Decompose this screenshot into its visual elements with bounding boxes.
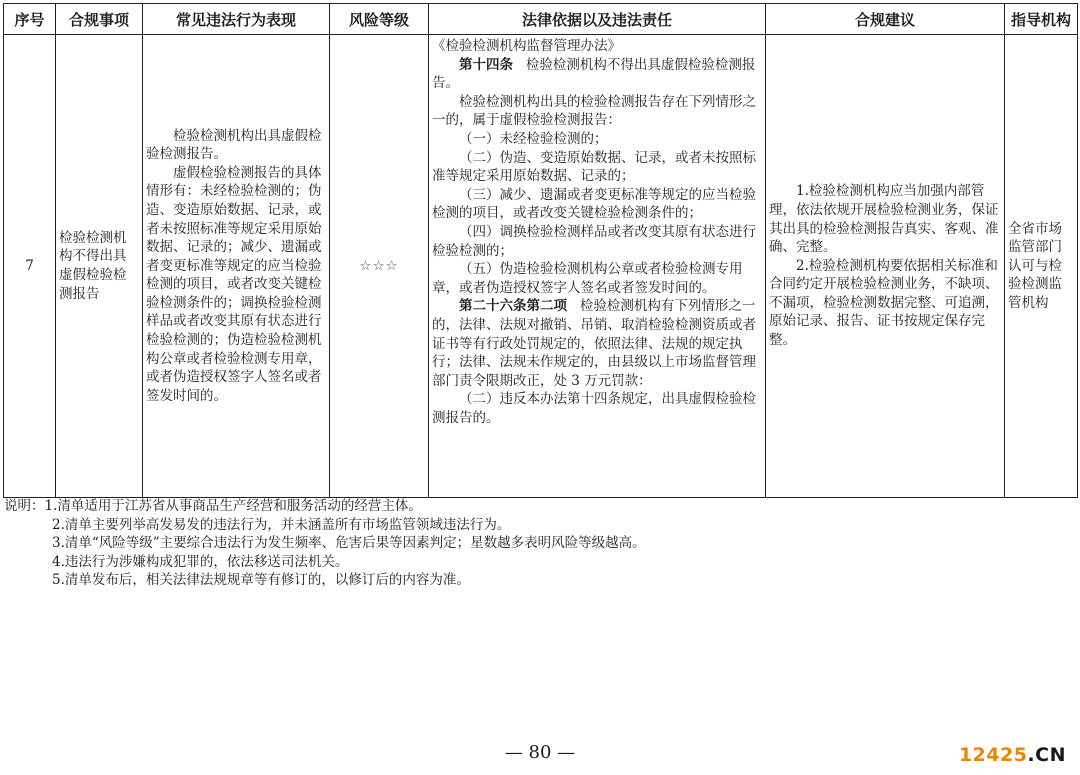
art26-heading: 第二十六条第二项 bbox=[459, 298, 567, 315]
basis-title: 《检验检测机构监督管理办法》 bbox=[432, 38, 621, 54]
cell-no: 7 bbox=[4, 35, 56, 498]
cell-advice bbox=[766, 35, 1005, 498]
notes-section bbox=[4, 497, 1004, 590]
note-5: 5.清单发布后，相关法律法规规章等有修订的，以修订后的内容为准。 bbox=[52, 572, 470, 589]
header-no: 序号 bbox=[4, 4, 56, 35]
table-row bbox=[4, 35, 1078, 498]
art14-heading: 第十四条 bbox=[459, 56, 513, 73]
watermark-number: 12425 bbox=[958, 744, 1028, 766]
behavior-para-1: 检验检测机构出具虚假检验检测报告。 bbox=[146, 127, 322, 163]
art14-text: 检验检测机构不得出具虚假检验检测报告。 bbox=[432, 56, 756, 92]
note-1: 1.清单适用于江苏省从事商品生产经营和服务活动的经营主体。 bbox=[44, 498, 422, 514]
cell-item bbox=[56, 35, 143, 498]
note-2: 2.清单主要列举高发易发的违法行为，并未涵盖所有市场监管领域违法行为。 bbox=[52, 516, 511, 533]
watermark-domain: .CN bbox=[1027, 744, 1066, 766]
basis-item-1: （一）未经检验检测的； bbox=[459, 130, 608, 147]
header-item: 合规事项 bbox=[56, 4, 143, 35]
basis-item-3: （三）减少、遗漏或者变更标准等规定的应当检验检测的项目，或者改变关键检验检测条件的； bbox=[432, 186, 756, 222]
basis-art14 bbox=[432, 56, 762, 93]
header-advice: 合规建议 bbox=[766, 4, 1005, 35]
page-number: — 80 — bbox=[504, 742, 576, 763]
basis-art26-item: （二）违反本办法第十四条规定，出具虚假检验检测报告的。 bbox=[432, 391, 756, 426]
behavior-para-2: 虚假检验检测报告的具体情形有：未经检验检测的；伪造、变造原始数据、记录，或者未按照标准等规定采用原始数据、记录的；减少、遗漏或者变更标准等规定的应当检验检测的项目，或者改变关键检验检测条件的；调换检验检测样品或者改变其原有状态进行检验检测的；伪造检验检测机构公章或者检验检测专用章，或者伪造授权签字人签名或者签发时间的。 bbox=[146, 164, 322, 404]
note-3: 3.清单“风险等级”主要综合违法行为发生频率、危害后果等因素判定；星数越多表明风险等级越高。 bbox=[52, 535, 646, 552]
agency-text: 全省市场监管部门认可与检验检测监管机构 bbox=[1008, 220, 1062, 311]
header-agency: 指导机构 bbox=[1005, 4, 1078, 35]
header-risk: 风险等级 bbox=[330, 4, 429, 35]
header-behavior: 常见违法行为表现 bbox=[143, 4, 330, 35]
note-line-1 bbox=[4, 497, 1004, 516]
basis-item-4: （四）调换检验检测样品或者改变其原有状态进行检验检测的； bbox=[432, 223, 756, 259]
cell-basis bbox=[429, 35, 766, 498]
basis-art14-p2: 检验检测机构出具的检验检测报告存在下列情形之一的，属于虚假检验检测报告： bbox=[432, 93, 756, 129]
basis-item-2: （二）伪造、变造原始数据、记录，或者未按照标准等规定采用原始数据、记录的； bbox=[432, 149, 756, 185]
compliance-table bbox=[3, 3, 1078, 498]
note-4: 4.违法行为涉嫌构成犯罪的，依法移送司法机关。 bbox=[52, 553, 349, 570]
basis-art26 bbox=[432, 297, 762, 390]
notes-label: 说明： bbox=[4, 498, 45, 514]
cell-behavior bbox=[143, 35, 330, 498]
advice-2: 2.检验检测机构要依据相关标准和合同约定开展检验检测业务，不缺项、不漏项，检验检测数据完整、可追溯，原始记录、报告、证书按规定保存完整。 bbox=[769, 257, 999, 349]
art26-text: 检验检测机构有下列情形之一的，法律、法规对撤销、吊销、取消检验检测资质或者证书等有行政处罚规定的，依照法律、法规的规定执行；法律、法规未作规定的，由县级以上市场监督管理部门责令限期改正，处 3 万元罚款： bbox=[432, 298, 756, 389]
basis-item-5: （五）伪造检验检测机构公章或者检验检测专用章，或者伪造授权签字人签名或者签发时间的。 bbox=[432, 261, 743, 296]
cell-risk: ☆☆☆ bbox=[330, 35, 429, 498]
table-header-row bbox=[4, 4, 1078, 35]
cell-agency bbox=[1005, 35, 1078, 498]
site-watermark-logo bbox=[959, 744, 1066, 766]
header-basis: 法律依据以及违法责任 bbox=[429, 4, 766, 35]
item-text: 检验检测机构不得出具虚假检验检测报告 bbox=[59, 229, 127, 302]
advice-1: 1.检验检测机构应当加强内部管理，依法依规开展检验检测业务，保证其出具的检验检测报告真实、客观、准确、完整。 bbox=[769, 183, 999, 256]
